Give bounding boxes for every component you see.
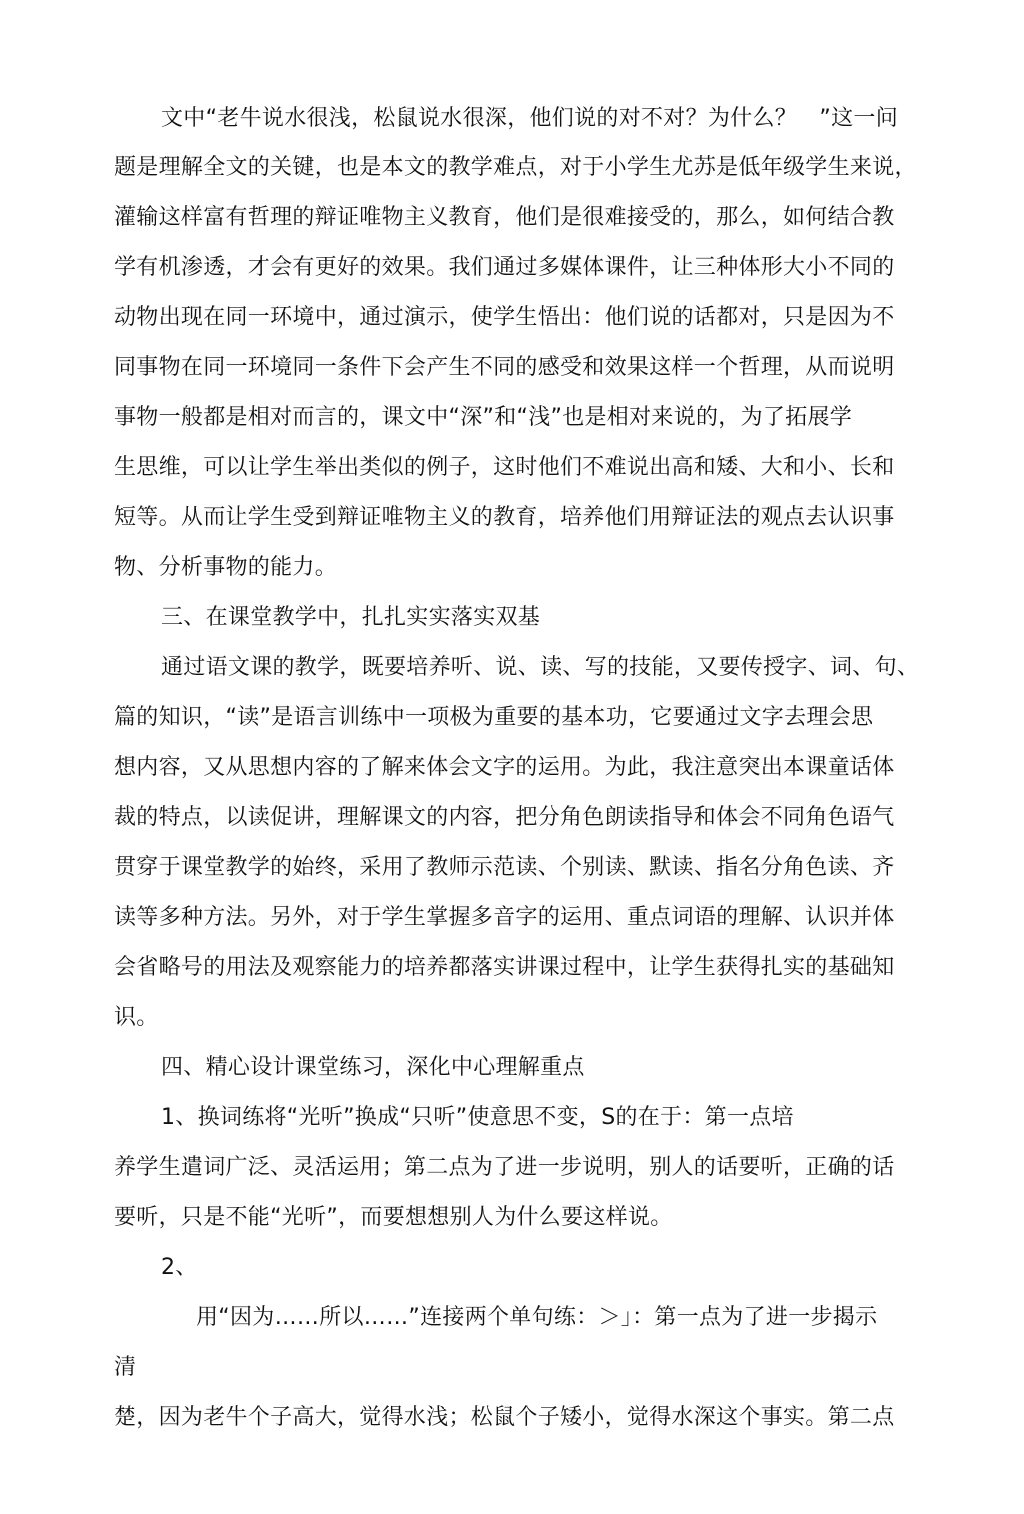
paragraph-line: 物、分析事物的能力。 bbox=[114, 555, 338, 580]
list-number: 2、 bbox=[161, 1255, 198, 1280]
paragraph-line: 读等多种方法。另外，对于学生掌握多音字的运用、重点词语的理解、认识并体 bbox=[114, 905, 895, 930]
paragraph-line: 用“因为……所以……”连接两个单句练：＞」：第一点为了进一步揭示 bbox=[196, 1305, 878, 1330]
paragraph-line: 想内容，又从思想内容的了解来体会文字的运用。为此，我注意突出本课童话体 bbox=[114, 755, 895, 780]
paragraph-line: 要听，只是不能“光听”，而要想想别人为什么要这样说。 bbox=[114, 1205, 673, 1230]
paragraph-line: 1、换词练将“光听”换成“只听”使意思不变，S的在于：第一点培 bbox=[161, 1105, 794, 1130]
paragraph-line: 清 bbox=[114, 1355, 137, 1380]
paragraph-line: 贯穿于课堂教学的始终，采用了教师示范读、个别读、默读、指名分角色读、齐 bbox=[114, 855, 895, 880]
paragraph-line: 生思维，可以让学生举出类似的例子，这时他们不难说出高和矮、大和小、长和 bbox=[114, 455, 895, 480]
paragraph-line: 识。 bbox=[114, 1005, 159, 1030]
paragraph-line: 学有机渗透，才会有更好的效果。我们通过多媒体课件，让三种体形大小不同的 bbox=[114, 255, 895, 280]
paragraph-line: 会省略号的用法及观察能力的培养都落实讲课过程中，让学生获得扎实的基础知 bbox=[114, 955, 895, 980]
paragraph-line: 事物一般都是相对而言的，课文中“深”和“浅”也是相对来说的，为了拓展学 bbox=[114, 405, 853, 430]
paragraph-line: 短等。从而让学生受到辩证唯物主义的教育，培养他们用辩证法的观点去认识事 bbox=[114, 505, 895, 530]
paragraph-line: 动物出现在同一环境中，通过演示，使学生悟出：他们说的话都对，只是因为不 bbox=[114, 305, 895, 330]
paragraph-line: 题是理解全文的关键，也是本文的教学难点，对于小学生尤苏是低年级学生来说， bbox=[114, 155, 917, 180]
section-heading: 三、在课堂教学中，扎扎实实落实双基 bbox=[161, 605, 541, 630]
paragraph-line: 楚，因为老牛个子高大，觉得水浅；松鼠个子矮小，觉得水深这个事实。第二点 bbox=[114, 1405, 895, 1430]
paragraph-line: 篇的知识，“读”是语言训练中一项极为重要的基本功，它要通过文字去理会思 bbox=[114, 705, 874, 730]
paragraph-line: 同事物在同一环境同一条件下会产生不同的感受和效果这样一个哲理，从而说明 bbox=[114, 355, 895, 380]
paragraph-line: 通过语文课的教学，既要培养听、说、读、写的技能，又要传授字、词、句、 bbox=[161, 655, 920, 680]
paragraph-line: 养学生遣词广泛、灵活运用；第二点为了进一步说明，别人的话要听，正确的话 bbox=[114, 1155, 895, 1180]
section-heading: 四、精心设计课堂练习，深化中心理解重点 bbox=[161, 1055, 585, 1080]
paragraph-line: 灌输这样富有哲理的辩证唯物主义教育，他们是很难接受的，那么，如何结合教 bbox=[114, 205, 895, 230]
paragraph-line: 文中“老牛说水很浅，松鼠说水很深，他们说的对不对？为什么？ ”这一问 bbox=[161, 106, 898, 131]
paragraph-line: 裁的特点，以读促讲，理解课文的内容，把分角色朗读指导和体会不同角色语气 bbox=[114, 805, 895, 830]
